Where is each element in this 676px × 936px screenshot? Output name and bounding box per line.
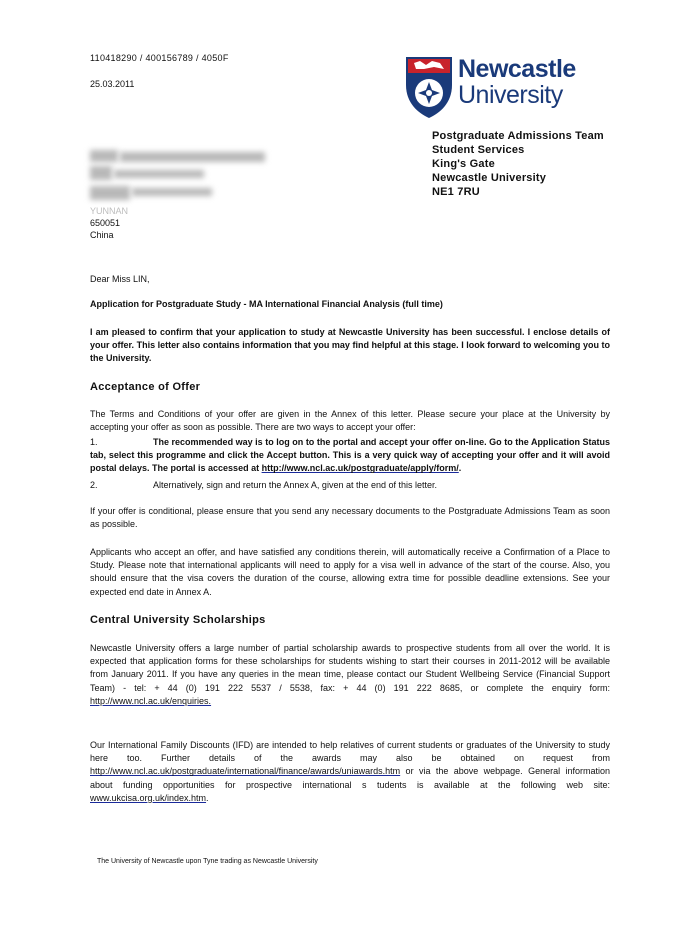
recipient-region: YUNNAN	[90, 206, 129, 216]
ifd-text-a: Our International Family Discounts (IFD) are intended to help relatives of current students or graduates of the University to study here too. Further details of the awards may also be obtained on request from	[90, 740, 610, 764]
letter-subject: Application for Postgraduate Study - MA International Financial Analysis (full time)	[90, 299, 443, 309]
crest-icon	[404, 55, 454, 119]
ifd-paragraph	[90, 739, 610, 805]
acceptance-paragraph: The Terms and Conditions of your offer are given in the Annex of this letter. Please secure your place at the University by accepting your offer as soon as possible. There are two ways to accept your offer:	[90, 409, 610, 433]
scholarships-text: Newcastle University offers a large number of partial scholarship awards to prospective students from all over the world. It is expected that application forms for these scholarships for students wishing to start their courses in 2011-2012 will be available from January 2011. If you have any queries in the mean time, please contact our Student Wellbeing Service (Financial Support Team) - tel: + 44 (0) 191 222 5537 / 5538, fax: + 44 (0) 191 222 8685, or complete the enquiry form:	[90, 643, 610, 693]
option-number: 1.	[90, 437, 98, 447]
sender-line: Postgraduate Admissions Team	[432, 130, 604, 142]
ifd-text-b: or via the above webpage. General information about funding opportunities for prospective international s tudents is available at the following web site:	[90, 766, 610, 790]
portal-link[interactable]: http://www.ncl.ac.uk/postgraduate/apply/form/	[261, 463, 459, 474]
ifd-end: .	[206, 792, 209, 803]
option-2-text: Alternatively, sign and return the Annex A, given at the end of this letter.	[153, 480, 438, 490]
conditional-paragraph: If your offer is conditional, please ensure that you send any necessary documents to the Postgraduate Admissions Team as soon as possible.	[90, 506, 610, 530]
acceptance-option-1	[90, 436, 610, 476]
recipient-address	[90, 205, 128, 241]
sender-address	[432, 129, 604, 199]
visa-paragraph: Applicants who accept an offer, and have satisfied any conditions therein, will automatically receive a Confirmation of a Place to Study. Please note that international applicants will need to apply for a visa well in advance of the start of the course. Also, you should ensure that the visa covers the duration of the course, allowing extra time for possible deadline extensions. See your expected end date in Annex A.	[90, 547, 610, 597]
enquiries-link[interactable]: http://www.ncl.ac.uk/enquiries.	[90, 695, 212, 706]
scholarships-paragraph	[90, 642, 610, 708]
scholarships-heading: Central University Scholarships	[90, 614, 266, 626]
reference-numbers: 110418290 / 400156789 / 4050F	[90, 53, 229, 63]
footer-text: The University of Newcastle upon Tyne trading as Newcastle University	[97, 858, 318, 865]
recipient-postcode: 650051	[90, 218, 121, 228]
uniawards-link[interactable]: http://www.ncl.ac.uk/postgraduate/international/finance/awards/uniawards.htm	[90, 766, 401, 777]
sender-line: King's Gate	[432, 158, 495, 170]
salutation: Dear Miss LIN,	[90, 274, 150, 284]
acceptance-option-2	[90, 479, 610, 492]
sender-line: NE1 7RU	[432, 186, 480, 198]
logo-wordmark-line1: Newcastle	[458, 55, 576, 83]
intro-paragraph: I am pleased to confirm that your application to study at Newcastle University has been successful. I enclose details of your offer. This letter also contains information that you may find helpful at this stage. I look forward to welcoming you to the University.	[90, 327, 610, 364]
ukcisa-link[interactable]: www.ukcisa.org.uk/index.htm	[90, 792, 207, 803]
option-1-end: .	[458, 463, 462, 474]
letter-date: 25.03.2011	[90, 79, 135, 89]
sender-line: Student Services	[432, 144, 525, 156]
option-1-text: The recommended way is to log on to the portal and accept your offer on-line. Go to the Application Status tab, select this programme and click the Accept button. This is a very quick way of accepting your offer and it will avoid postal delays. The portal is accessed at	[90, 437, 610, 474]
redacted-address	[90, 148, 260, 208]
recipient-country: China	[90, 230, 114, 240]
acceptance-heading: Acceptance of Offer	[90, 381, 201, 393]
university-logo	[404, 55, 604, 121]
option-number: 2.	[90, 480, 98, 490]
logo-wordmark-line2: University	[458, 81, 563, 109]
sender-line: Newcastle University	[432, 172, 547, 184]
